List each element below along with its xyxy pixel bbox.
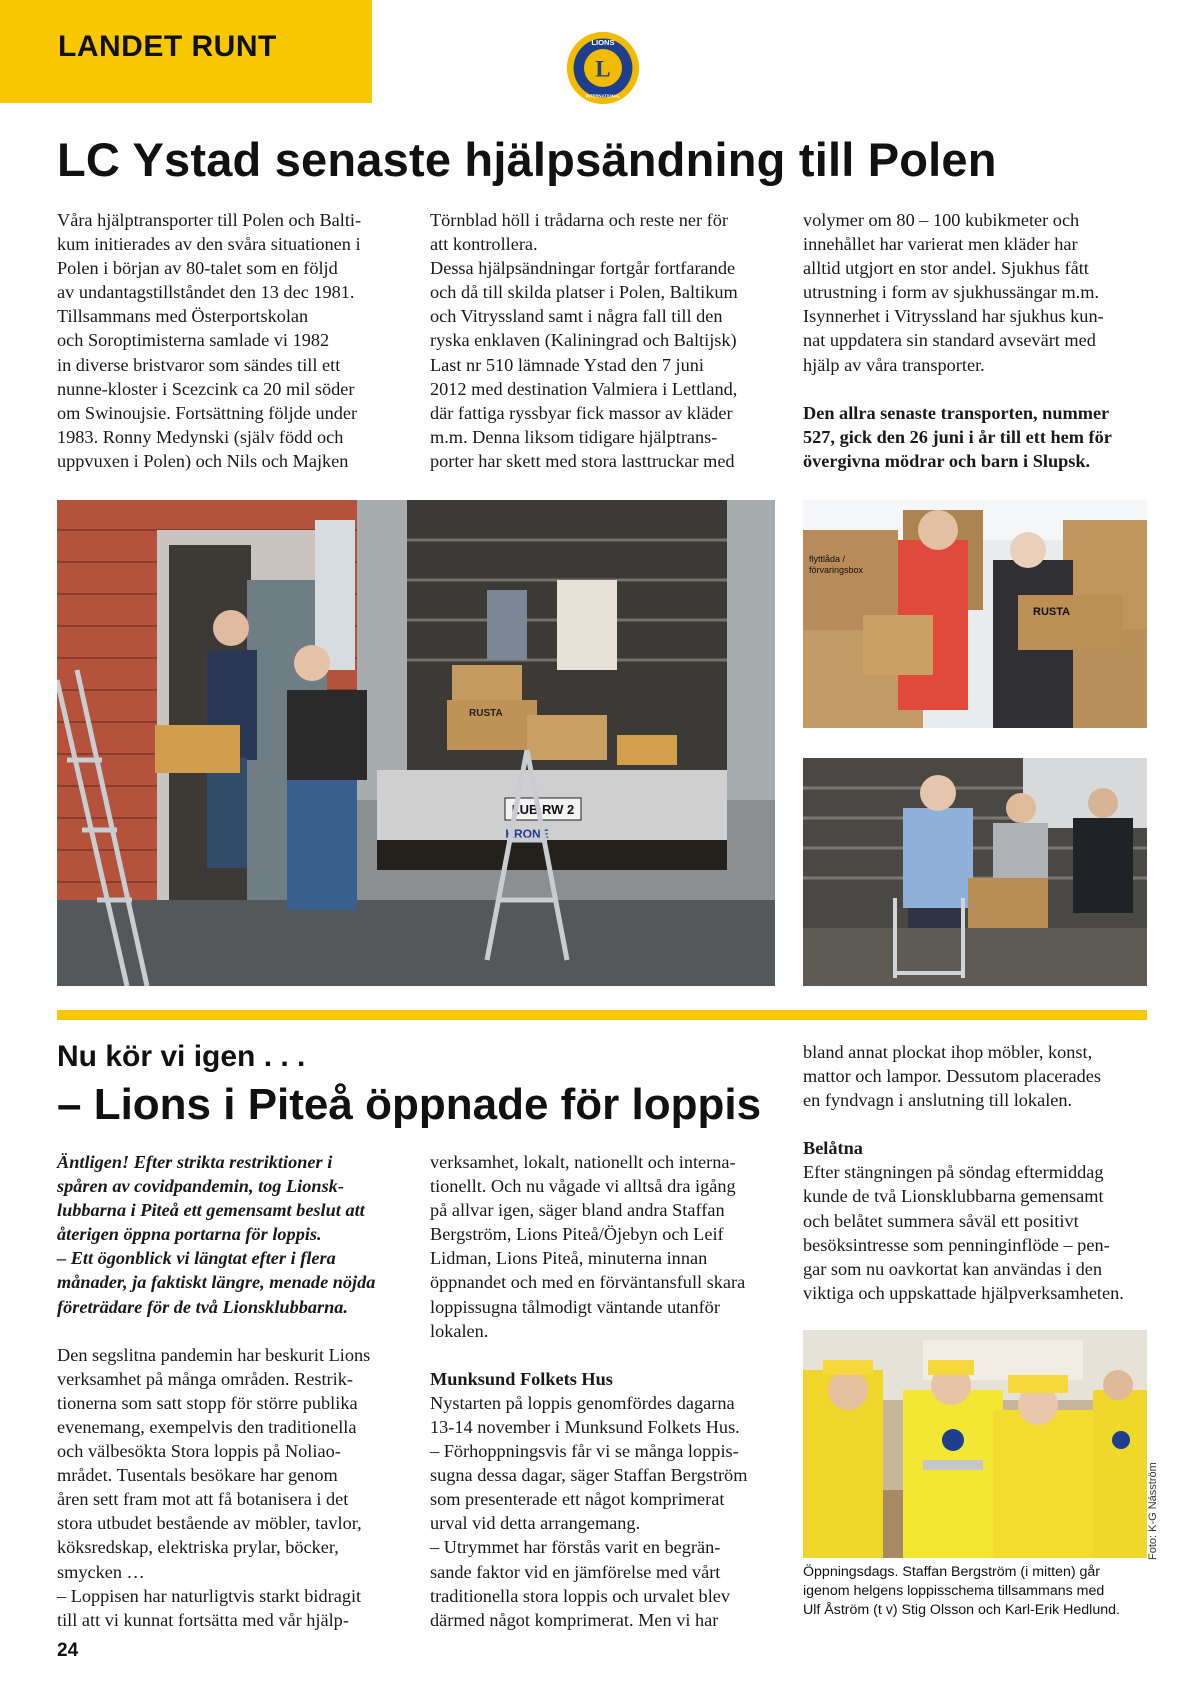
text-line: bland annat plockat ihop möbler, konst, [803, 1042, 1093, 1062]
text-line: stora utbudet bestående av möbler, tavlor, [57, 1513, 362, 1534]
text-line: traditionella stora loppis och urvalet blev [430, 1585, 731, 1606]
text-line: åren sett fram mot att få botanisera i det [57, 1489, 349, 1510]
text-line: sugna dessa dagar, säger Staffan Bergström [430, 1465, 748, 1486]
article-headline: LC Ystad senaste hjälpsändning till Polen [57, 133, 997, 186]
caption-line: Ulf Åström (t v) Stig Olsson och Karl-Erik Hedlund. [803, 1602, 1120, 1618]
text-line: – Utrymmet har förstås varit en begrän- [430, 1537, 721, 1558]
text-line: alltid utgjort en stor andel. Sjukhus fått [803, 258, 1089, 279]
lead-text-line: återigen öppna portarna för loppis. [57, 1224, 322, 1245]
text-line: köksredskap, elektriska prylar, böcker, [57, 1537, 339, 1558]
text-line: kunde de två Lionsklubbarna gemensamt [803, 1186, 1104, 1207]
photo-women-with-boxes [803, 500, 1147, 728]
text-line: Törnblad höll i trådarna och reste ner för [430, 210, 728, 230]
photo-flea-market-opening [803, 1330, 1147, 1558]
text-line: och välbesökta Stora loppis på Noliao- [57, 1441, 341, 1462]
lead-text-line: lubbarna i Piteå ett gemensamt beslut att [57, 1200, 365, 1221]
section-label: LANDET RUNT [58, 30, 277, 63]
text-line: lokalen. [430, 1320, 489, 1341]
text-line: att kontrollera. [430, 234, 538, 255]
caption-line: igenom helgens loppisschema tillsammans med [803, 1583, 1105, 1599]
text-line: evenemang, exempelvis den traditionella [57, 1416, 357, 1437]
article-column-2 [430, 1150, 780, 1632]
text-line: gar som nu oavkortat kan användas i den [803, 1258, 1103, 1279]
text-line: och Vitryssland samt i några fall till den [430, 306, 723, 327]
text-line: hjälp av våra transporter. [803, 354, 985, 375]
photo-credit: Foto: K-G Násström [1147, 1462, 1159, 1560]
text-line: Isynnerhet i Vitryssland har sjukhus kun- [803, 306, 1104, 327]
text-line: 13-14 november i Munksund Folkets Hus. [430, 1416, 740, 1437]
text-line: mrådet. Tusentals besökare har genom [57, 1465, 338, 1486]
text-line: och belåtet summera såväl ett positivt [803, 1210, 1079, 1231]
text-line: mattor och lampor. Dessutom placerades [803, 1066, 1101, 1087]
text-line: smycken … [57, 1561, 145, 1582]
text-line: till att vi kunnat fortsätta med vår hjälp- [57, 1609, 349, 1630]
text-line: Tillsammans med Österportskolan [57, 306, 309, 327]
text-line: Våra hjälptransporter till Polen och Balti- [57, 210, 362, 230]
text-line: loppissugna tålmodigt väntande utanför [430, 1296, 720, 1317]
text-line: av undantagstillståndet den 13 dec 1981. [57, 282, 355, 303]
text-line: 2012 med destination Valmiera i Lettland, [430, 378, 738, 399]
article-column-2 [430, 208, 780, 473]
box-label-line-1: flyttlåda / [809, 554, 846, 564]
text-line: och då till skilda platser i Polen, Baltikum [430, 282, 738, 303]
text-line: in diverse bristvaror som sändes till ett [57, 354, 341, 375]
text-line: Efter stängningen på söndag eftermiddag [803, 1162, 1104, 1183]
article-kicker: Nu kör vi igen . . . [57, 1040, 306, 1073]
text-line: tionellt. Och nu vågade vi alltså dra igång [430, 1176, 736, 1197]
text-line: urval vid detta arrangemang. [430, 1513, 641, 1534]
text-line: därmed något komprimerat. Men vi har [430, 1609, 719, 1630]
photo-truck-loading [57, 500, 775, 986]
text-line: utrustning i form av sjukhussängar m.m. [803, 282, 1100, 303]
page-number: 24 [57, 1640, 79, 1661]
text-line: ryska enklaven (Kaliningrad och Baltijsk) [430, 330, 737, 351]
text-line: och Soroptimisterna samlade vi 1982 [57, 330, 330, 351]
text-line: besöksintresse som penninginflöde – pen- [803, 1234, 1110, 1255]
text-line: – Förhoppningsvis får vi se många loppis- [430, 1441, 739, 1462]
text-line: viktiga och uppskattade hjälpverksamheten. [803, 1282, 1124, 1303]
text-line: verksamhet på många områden. Restrik- [57, 1368, 353, 1389]
logo-letter: L [595, 56, 611, 82]
article-column-1 [57, 1150, 407, 1632]
license-plate: LUB RW 2 [511, 802, 575, 817]
box-brand: RUSTA [469, 708, 503, 719]
text-line: Dessa hjälpsändningar fortgår fortfarande [430, 258, 736, 279]
lead-text-line: spåren av covidpandemin, tog Lionsk- [57, 1176, 344, 1197]
subheading: Munksund Folkets Hus [430, 1368, 613, 1389]
section-divider [57, 1010, 1147, 1020]
text-line: där fattiga ryssbyar fick massor av kläder [430, 402, 733, 423]
text-line: nunne-kloster i Scezcink ca 20 mil söder [57, 378, 355, 399]
text-line: som presenterade ett något komprimerat [430, 1489, 725, 1510]
article-column-1 [57, 208, 407, 473]
text-line: – Loppisen har naturligtvis starkt bidragit [57, 1585, 362, 1606]
text-line: verksamhet, lokalt, nationellt och interna- [430, 1152, 736, 1172]
text-line: uppvuxen i Polen) och Nils och Majken [57, 450, 349, 471]
text-line: volymer om 80 – 100 kubikmeter och [803, 210, 1080, 230]
logo-lower-text: INTERNATIONAL [585, 93, 621, 99]
text-line: Polen i början av 80-talet som en följd [57, 258, 338, 279]
section-tab [0, 0, 372, 103]
lead-text-line: månader, ja faktiskt längre, menade nöjda [57, 1272, 376, 1293]
text-line: kum initierades av den svåra situationen i [57, 234, 361, 255]
text-line: om Swinoujsie. Fortsättning följde under [57, 402, 358, 423]
text-line: nat uppdatera sin standard avsevärt med [803, 330, 1096, 351]
subheading: Belåtna [803, 1138, 863, 1159]
text-line: porter har skett med stora lasttruckar med [430, 450, 735, 471]
photo-caption [803, 1563, 1173, 1620]
logo-ring-text: LIONS [591, 38, 615, 48]
text-line: Last nr 510 lämnade Ystad den 7 juni [430, 354, 704, 375]
lead-text-line: – Ett ögonblick vi längtat efter i flera [57, 1248, 336, 1269]
photo-men-in-truck [803, 758, 1147, 986]
text-line: Nystarten på loppis genomfördes dagarna [430, 1392, 735, 1413]
box-label-line-2: förvaringsbox [809, 565, 864, 575]
box-brand: RUSTA [1033, 606, 1071, 618]
bold-text-line: övergivna mödrar och barn i Slupsk. [803, 450, 1091, 471]
caption-line: Öppningsdags. Staffan Bergström (i mitten) går [803, 1564, 1101, 1580]
text-line: m.m. Denna liksom tidigare hjälptrans- [430, 426, 718, 447]
lead-text-line: företrädare för de två Lionsklubbarna. [57, 1296, 348, 1317]
article-column-3 [803, 1040, 1163, 1305]
text-line: innehållet har varierat men kläder har [803, 234, 1078, 255]
article-column-3 [803, 208, 1163, 473]
bold-text-line: Den allra senaste transporten, nummer [803, 402, 1110, 423]
text-line: tionerna som satt stopp för större publika [57, 1392, 358, 1413]
text-line: 1983. Ronny Medynski (själv född och [57, 426, 344, 447]
article-headline: – Lions i Piteå öppnade för loppis [57, 1080, 762, 1129]
lead-text-line: Äntligen! Efter strikta restriktioner i [57, 1152, 333, 1172]
text-line: öppnandet och med en förväntansfull skara [430, 1272, 746, 1293]
text-line: på allvar igen, säger bland andra Staffan [430, 1200, 725, 1221]
text-line: Bergström, Lions Piteå/Öjebyn och Leif [430, 1224, 724, 1245]
bold-text-line: 527, gick den 26 juni i år till ett hem för [803, 426, 1112, 447]
text-line: en fyndvagn i anslutning till lokalen. [803, 1090, 1073, 1111]
text-line: sande faktor vid en jämförelse med vårt [430, 1561, 721, 1582]
text-line: Den segslitna pandemin har beskurit Lions [57, 1344, 371, 1365]
lions-logo [565, 30, 641, 106]
text-line: Lidman, Lions Piteå, minuterna innan [430, 1248, 708, 1269]
truck-brand: KRONE [505, 827, 549, 841]
